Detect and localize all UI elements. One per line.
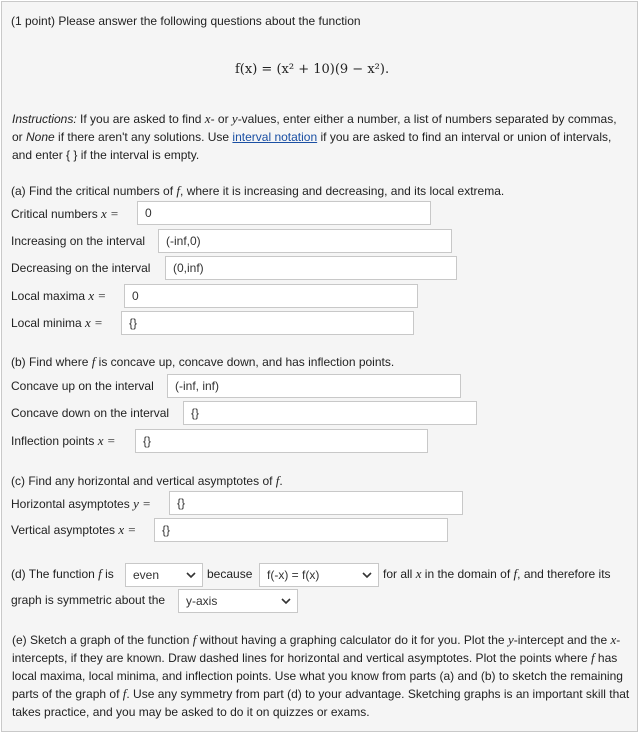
part-e-text [12,631,630,721]
math-x-eq: x = [88,288,107,303]
heading-text: is concave up, concave down, and has inflection points. [95,355,395,369]
label-text: Vertical asymptotes [11,523,119,537]
select-value: y-axis [186,594,218,608]
math-x: x [204,111,211,126]
math-x-eq: x = [101,206,119,221]
heading-text: (b) Find where [11,355,92,369]
heading-text: , where it is increasing and decreasing, and its local extrema. [180,184,505,198]
horizontal-asymptotes-label [11,496,151,512]
part-d-text: in the domain of [421,567,514,581]
symmetric-text: graph is symmetric about the [11,593,166,607]
vertical-asymptotes-input[interactable]: {} [154,518,448,542]
part-e-sentence: has local maxima, local minima, and inflection points. Use what you know from parts (a) and (b) to sketch the remaining parts of the graph of [12,651,623,701]
chevron-down-icon [186,572,196,579]
critical-numbers-input[interactable]: 0 [137,201,431,225]
concave-down-input[interactable]: {} [183,401,477,425]
label-text: Critical numbers [11,207,102,221]
concave-down-label: Concave down on the interval [11,406,170,420]
inflection-points-input[interactable]: {} [135,429,428,453]
instructions-label: Instructions: [12,112,77,126]
math-f: f [91,354,96,369]
parity-select[interactable] [125,563,203,587]
part-b-heading [11,354,394,370]
select-value: even [133,568,160,582]
math-f: f [122,686,127,701]
local-minima-input[interactable]: {} [121,311,414,335]
instructions-text: -values, enter either a number, a list of numbers separated by commas, or [12,112,617,144]
local-maxima-label [11,288,106,304]
chevron-down-icon [362,572,372,579]
local-minima-label [11,315,103,331]
part-e-sentence: without having a graphing calculator do it for you. Plot the [196,633,508,647]
problem-panel [1,1,638,732]
math-x-eq: x = [85,315,103,330]
part-d-tail [383,566,611,582]
part-c-heading [11,473,283,489]
instructions-text: if there aren't any solutions. Use [54,130,233,144]
label-text: Inflection points [11,434,98,448]
math-f: f [275,473,280,488]
part-e-sentence: . Use any symmetry from part (d) to your advantage. Sketching graphs is an important skill that takes practice, and you may be asked to do it on quizzes or exams. [12,687,630,719]
because-text: because [207,567,253,581]
concave-up-input[interactable]: (-inf, inf) [167,374,461,398]
heading-text: . [279,474,283,488]
part-d-lead [11,566,114,582]
part-d-text: , and therefore its [517,567,611,581]
math-x-eq: x = [118,522,137,537]
label-text: Local minima [11,316,86,330]
part-e-sentence: (e) Sketch a graph of the function [12,633,193,647]
vertical-asymptotes-label [11,522,136,538]
math-x: x [610,632,617,647]
label-text: Local maxima [11,289,89,303]
instructions-text: - or [210,112,232,126]
math-x: x [415,566,422,581]
decreasing-interval-input[interactable]: (0,inf) [165,256,457,280]
math-f: f [176,183,181,198]
critical-numbers-label [11,206,119,222]
math-f: f [590,650,595,665]
concave-up-label: Concave up on the interval [11,379,154,393]
reason-select[interactable] [259,563,379,587]
horizontal-asymptotes-input[interactable]: {} [169,491,463,515]
heading-text: (a) Find the critical numbers of [11,184,177,198]
select-value: f(-x) = f(x) [267,568,320,582]
part-d-text: (d) The function [11,567,99,581]
interval-notation-link[interactable]: interval notation [232,130,318,144]
instructions [12,110,630,164]
decreasing-label: Decreasing on the interval [11,261,151,275]
math-f: f [98,566,102,581]
inflection-points-label [11,433,116,449]
math-f: f [192,632,197,647]
instructions-text: if you are asked to find an interval or union of intervals, and enter { } if the interval is empty. [12,130,612,162]
chevron-down-icon [281,598,291,605]
math-f: f [513,566,518,581]
instructions-text: If you are asked to find [76,112,205,126]
part-e-sentence: -intercepts, if they are known. Draw dashed lines for horizontal and vertical asymptotes. Plot the points where [12,633,621,665]
increasing-interval-input[interactable]: (-inf,0) [158,229,452,253]
function-equation: f(x) = (x² + 10)(9 − x²). [235,62,390,77]
math-y: y [507,632,514,647]
part-d-text: for all [383,567,416,581]
part-e-sentence: -intercept and the [513,633,611,647]
symmetry-axis-select[interactable] [178,589,298,613]
math-x-eq: x = [97,433,116,448]
problem-header: (1 point) Please answer the following questions about the function [11,14,361,28]
part-a-heading [11,183,504,199]
math-y: y [231,111,238,126]
increasing-label: Increasing on the interval [11,234,146,248]
part-d-text: is [101,567,114,581]
label-text: Horizontal asymptotes [11,497,134,511]
heading-text: (c) Find any horizontal and vertical asymptotes of [11,474,276,488]
none-keyword: None [26,130,55,144]
math-y-eq: y = [133,496,151,511]
local-maxima-input[interactable]: 0 [124,284,418,308]
